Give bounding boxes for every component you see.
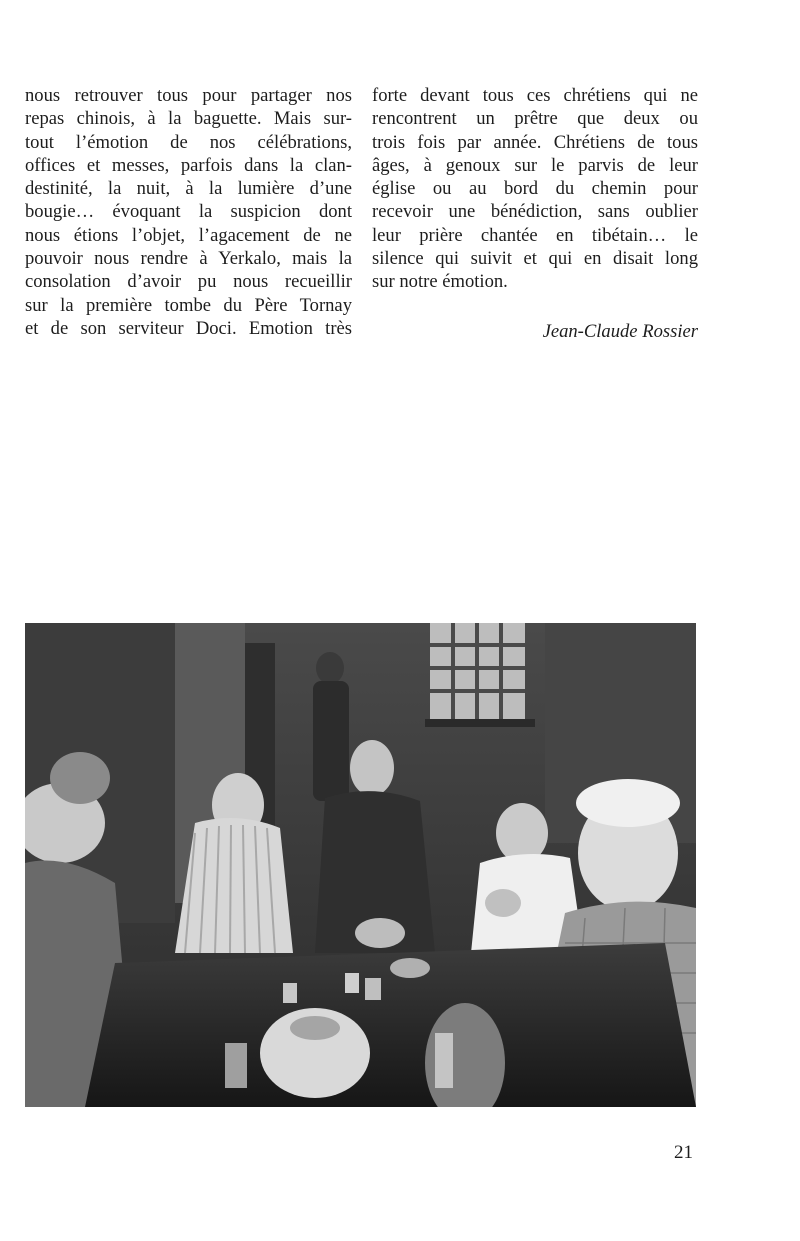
text-line: leur prière chantée en tibétain… le xyxy=(372,224,698,246)
author-signature: Jean-Claude Rossier xyxy=(542,321,698,342)
text-line: sur notre émotion. xyxy=(372,271,508,293)
text-line: et de son serviteur Doci. Emotion très xyxy=(25,317,352,339)
text-line: âges, à genoux sur le parvis de leur xyxy=(372,154,698,176)
text-line: destinité, la nuit, à la lumière d’une xyxy=(25,178,352,200)
text-line: sur la première tombe du Père Tornay xyxy=(25,294,352,316)
text-line: tout l’émotion de nos célébrations, xyxy=(25,131,352,153)
text-line: pouvoir nous rendre à Yerkalo, mais la xyxy=(25,248,352,270)
page-number: 21 xyxy=(674,1142,693,1163)
text-line: silence qui suivit et qui en disait long xyxy=(372,248,698,270)
text-line: repas chinois, à la baguette. Mais sur- xyxy=(25,108,352,130)
text-line: forte devant tous ces chrétiens qui ne xyxy=(372,85,698,106)
text-line: recevoir une bénédiction, sans oublier xyxy=(372,201,698,223)
right-text-column xyxy=(372,84,698,294)
text-line: rencontrent un prêtre que deux ou xyxy=(372,108,698,130)
group-photo xyxy=(25,623,696,1107)
text-line: nous étions l’objet, l’agacement de ne xyxy=(25,224,352,246)
text-line: église ou au bord du chemin pour xyxy=(372,178,698,200)
group-photo-illustration xyxy=(25,623,696,1107)
text-line: bougie… évoquant la suspicion dont xyxy=(25,201,352,223)
text-line: consolation d’avoir pu nous recueillir xyxy=(25,271,352,293)
left-text-column xyxy=(25,84,352,340)
text-line: offices et messes, parfois dans la clan- xyxy=(25,154,352,176)
text-line: trois fois par année. Chrétiens de tous xyxy=(372,131,698,153)
text-line: nous retrouver tous pour partager nos xyxy=(25,85,352,106)
